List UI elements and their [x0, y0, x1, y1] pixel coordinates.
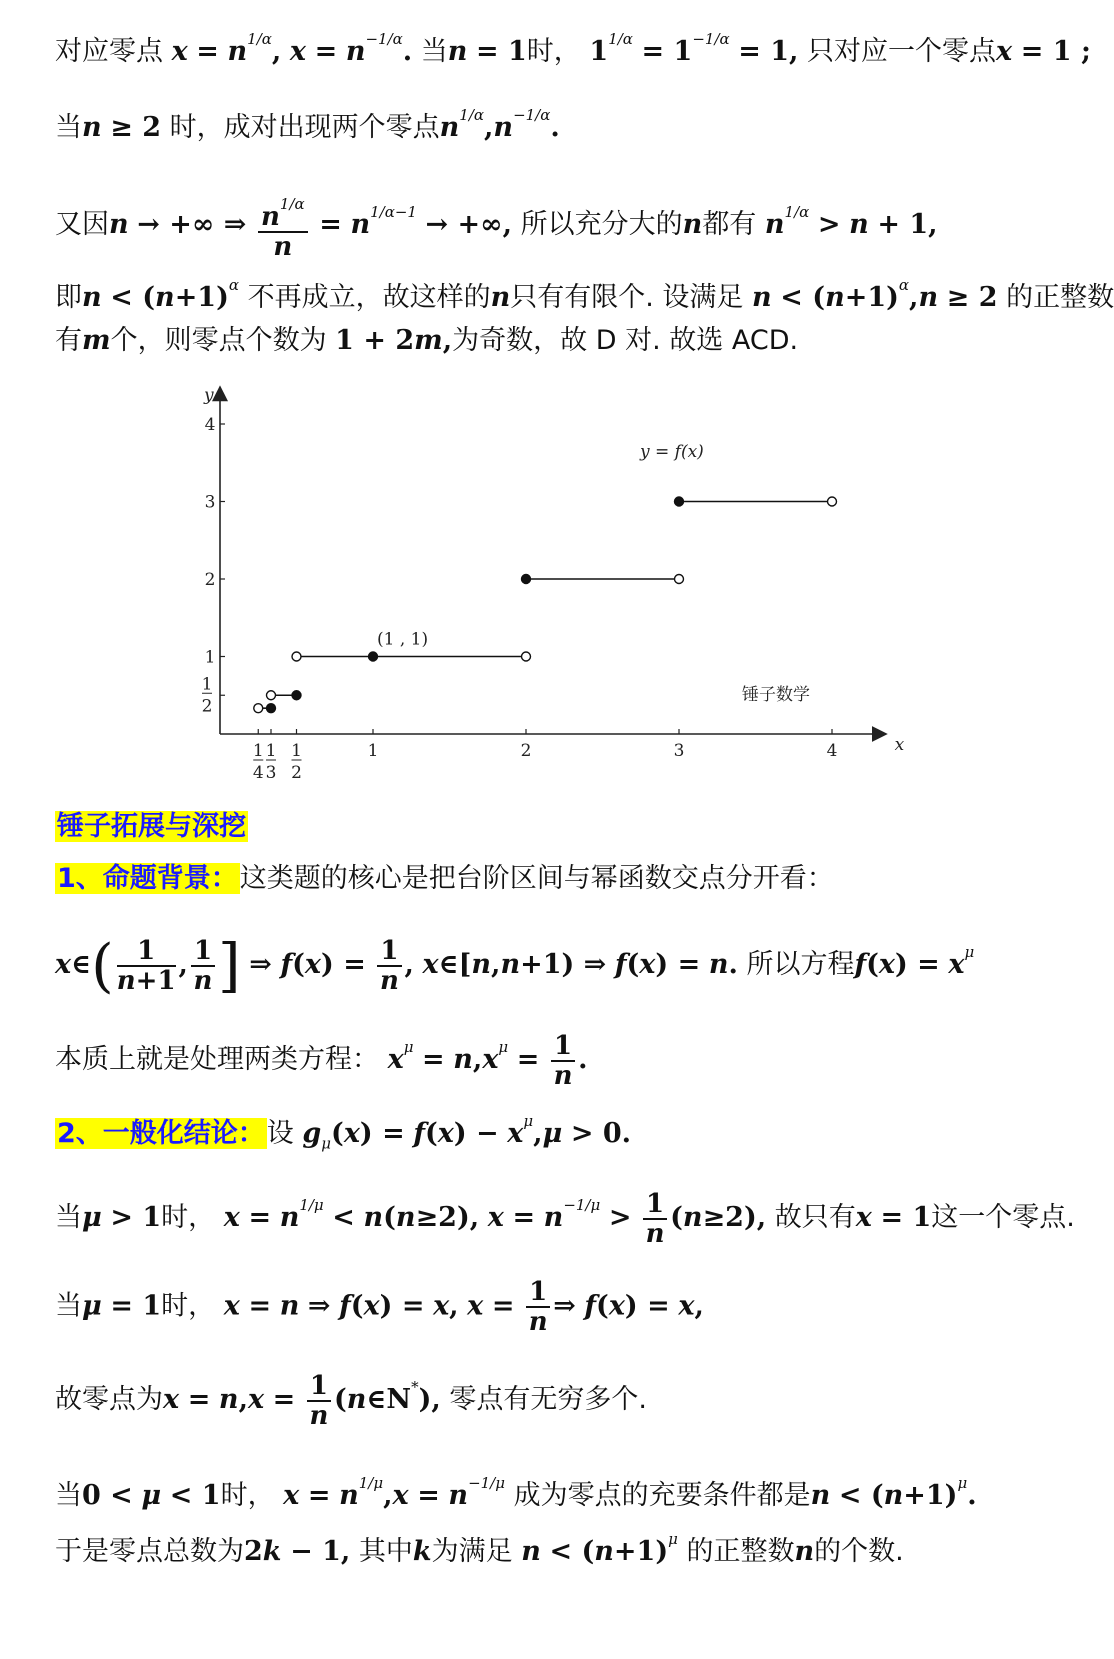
y-tick-label-num: 1: [201, 674, 213, 695]
x-tick-label: 3: [673, 741, 685, 761]
case-mu-eq-1: 当μ = 1时， x = n ⇒ f(x) = x, x = $\frac{1}{n}$ ⇒ f(x) = x,: [55, 1277, 704, 1337]
x-tick-label-num: 1: [252, 741, 264, 761]
open-endpoint: [254, 704, 263, 713]
final-count-line: 于是零点总数为2k − 1, 其中k为满足 $n < (n+1)^\mu$ 的正整数n的个数.: [55, 1530, 904, 1567]
text-line-2: 当n ≥ 2 时，成对出现两个零点$n^{1/\alpha},n^{-1/\alpha}$.: [55, 106, 560, 143]
y-tick-label: 1: [204, 647, 216, 668]
axes: [202, 386, 905, 784]
watermark-label: 锤子数学: [742, 685, 810, 705]
point-label: (1 , 1): [377, 629, 429, 650]
y-tick-label-den: 2: [201, 696, 213, 717]
open-endpoint: [675, 575, 684, 584]
case-mu-gt-1: 当μ > 1时， $x = n^{1/\mu} < n(n\ge 2)$, $x = n^{-1/\mu}$ > $\frac{1}{n}$ (n≥2), 故只有x = 1这一个零点.: [55, 1188, 1075, 1249]
x-tick-label: 4: [826, 741, 838, 761]
step-function-graph: [190, 380, 905, 790]
x-tick-label: 1: [367, 741, 379, 761]
closed-endpoint: [266, 704, 275, 713]
open-endpoint: [522, 652, 531, 661]
point-marker: [369, 652, 378, 661]
formula-line-2: 本质上就是处理两类方程： $x^\mu = n,x^\mu$ = $\frac{1}{n}$ .: [55, 1030, 588, 1091]
background-line: 1、命题背景：这类题的核心是把台阶区间与幂函数交点分开看：: [57, 863, 834, 894]
x-tick-label-den: 2: [291, 763, 302, 783]
x-tick-label-num: 1: [291, 741, 302, 761]
y-tick-label: 3: [204, 492, 216, 513]
conclusion-line: 2、一般化结论：设 $g_\mu(x) = f(x) - x^\mu,\mu > 0$.: [57, 1112, 632, 1153]
infinite-zeros-line: 故零点为x = n,x = $\frac{1}{n}$ (n∈N*), 零点有无穷多个.: [55, 1370, 647, 1431]
y-axis-label: y: [204, 385, 214, 406]
text-line-4: 即$n < (n+1)^\alpha$ 不再成立，故这样的n只有有限个. 设满足 $n < (n+1)^\alpha,n \ge 2$ 的正整数: [55, 276, 1114, 313]
y-tick-label: 2: [204, 570, 216, 590]
plot-marks: [254, 497, 837, 713]
y-tick-label: 4: [204, 415, 216, 435]
open-endpoint: [266, 691, 275, 700]
case-mu-lt-1: 当0 < μ < 1时， $x = n^{1/\mu},x = n^{-1/\mu}$ 成为零点的充要条件都是$n < (n+1)^\mu$.: [55, 1474, 977, 1511]
formula-line-1: x∈( $\frac{1}{n+1}$ , $\frac{1}{n}$ ] ⇒ f(x) = $\frac{1}{n}$ , x∈[n,n+1) ⇒ f(x) = n. 所以方程$f(x) = x^\mu$: [55, 931, 975, 1000]
open-endpoint: [292, 652, 301, 661]
text-line-5: 有m个，则零点个数为 1 + 2m,为奇数，故 D 对. 故选 ACD.: [55, 325, 799, 356]
x-tick-label-num: 1: [265, 741, 277, 761]
x-tick-label-den: 4: [252, 763, 264, 783]
open-endpoint: [828, 497, 837, 506]
x-axis-label: x: [894, 735, 905, 755]
closed-endpoint: [292, 691, 301, 700]
text-line-3: 又因n → +∞ ⇒ $\frac{n^{1/\alpha}}{n}$ = $n^{1/\alpha-1}$ → +∞, 所以充分大的n都有 $n^{1/\alpha} > n + 1$,: [55, 190, 938, 261]
x-tick-label: 2: [520, 741, 532, 761]
text-line-1: 对应零点 $x = n^{1/\alpha}$, $x = n^{-1/\alpha}$. 当n = 1时， $1^{1/\alpha} = 1^{-1/\alpha} = 1$, 只对应一个零点x = 1 ;: [55, 30, 1091, 67]
x-tick-label-den: 3: [265, 763, 277, 783]
section-title: 锤子拓展与深挖: [57, 811, 246, 842]
closed-endpoint: [675, 497, 684, 506]
function-label: y = f(x): [640, 442, 704, 462]
closed-endpoint: [522, 575, 531, 584]
